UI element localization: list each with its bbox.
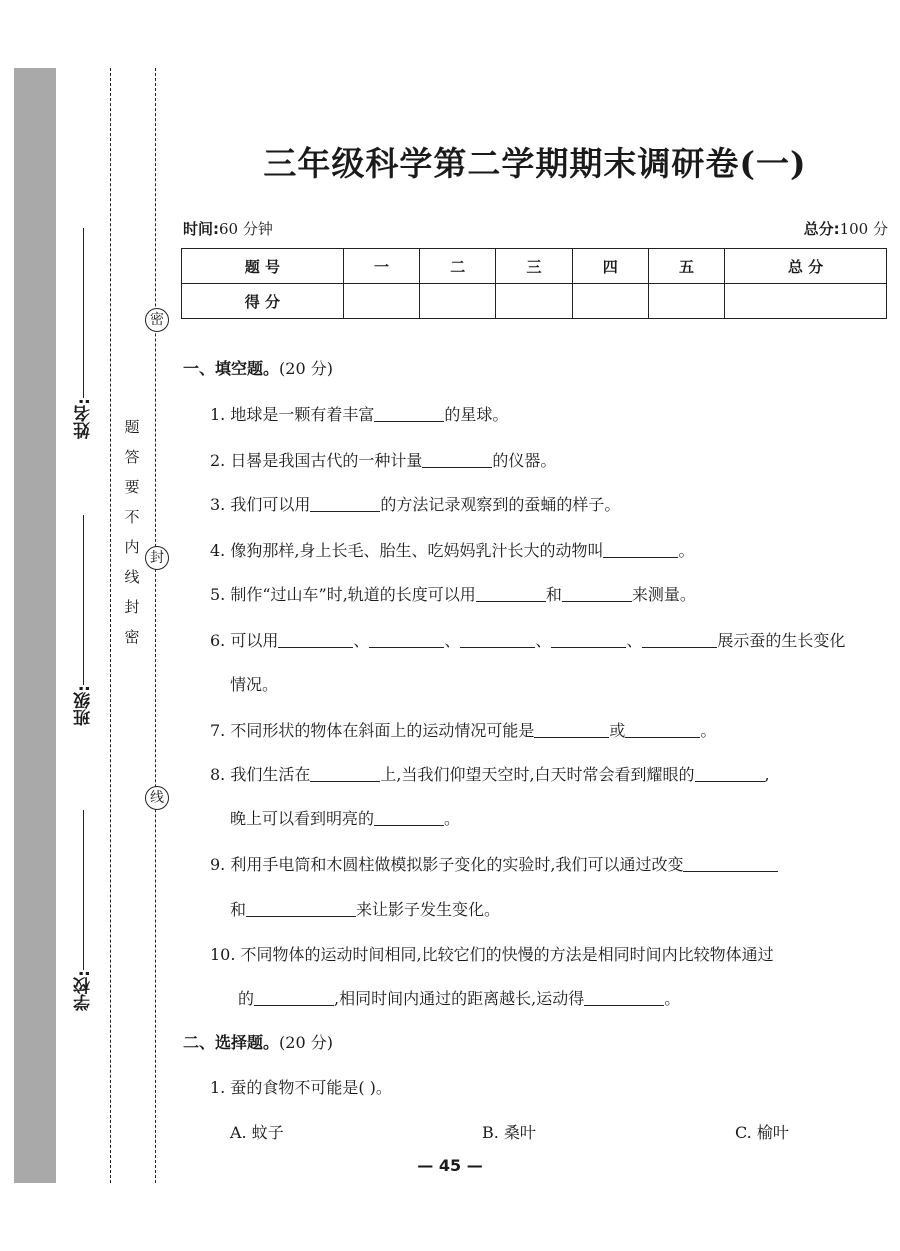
q-text: 。 xyxy=(700,721,717,740)
answer-blank[interactable] xyxy=(460,631,535,648)
question-9-cont xyxy=(230,897,500,920)
score-header-row xyxy=(182,249,887,284)
class-line[interactable] xyxy=(83,515,84,685)
score-cell[interactable] xyxy=(496,284,572,319)
question-6-cont xyxy=(230,672,278,695)
q-text: 7. 不同形状的物体在斜面上的运动情况可能是 xyxy=(210,721,535,740)
cut-line-inner xyxy=(155,68,156,1183)
question-6 xyxy=(210,628,845,651)
q-text: 、 xyxy=(444,631,461,650)
answer-blank[interactable] xyxy=(642,631,717,648)
time-info xyxy=(183,218,273,239)
section-heading: 二、选择题。 xyxy=(183,1033,280,1052)
time-label: 时间: xyxy=(183,220,219,238)
score-value-row xyxy=(182,284,887,319)
answer-blank[interactable] xyxy=(374,405,444,422)
q-text: 的星球。 xyxy=(444,405,509,424)
school-line[interactable] xyxy=(83,810,84,970)
q-text: 、 xyxy=(353,631,370,650)
answer-blank[interactable] xyxy=(551,631,626,648)
section2-title xyxy=(183,1030,333,1053)
option-c[interactable]: C. 榆叶 xyxy=(735,1123,789,1142)
page-title: 三年级科学第二学期期末调研卷(一) xyxy=(263,144,807,183)
total-info xyxy=(804,218,888,239)
q-text: ,相同时间内通过的距离越长,运动得 xyxy=(334,989,585,1008)
binding-strip xyxy=(14,68,56,1183)
score-header-cell: 四 xyxy=(572,249,648,284)
answer-blank[interactable] xyxy=(310,765,380,782)
answer-blank[interactable] xyxy=(534,721,609,738)
section1-title xyxy=(183,356,333,379)
q-text: 和 xyxy=(545,585,562,604)
q-text: 或 xyxy=(609,721,626,740)
q-text: 。 xyxy=(664,989,681,1008)
school-label: 学校: xyxy=(73,970,94,1011)
q-text: 4. 像狗那样,身上长毛、胎生、吃妈妈乳汁长大的动物叫 xyxy=(210,541,604,560)
score-cell[interactable] xyxy=(343,284,419,319)
q-text: 6. 可以用 xyxy=(210,631,279,650)
seal-mi-circle: 密 xyxy=(145,308,169,332)
score-header-cell: 总 分 xyxy=(725,249,887,284)
q-text: 来测量。 xyxy=(631,585,696,604)
class-label: 班级: xyxy=(73,685,94,726)
q-text: 5. 制作“过山车”时,轨道的长度可以用 xyxy=(210,585,476,604)
q-text: 来让影子发生变化。 xyxy=(356,900,501,919)
note-char: 线 xyxy=(124,568,140,586)
question-8-cont xyxy=(230,806,460,829)
q-text: 展示蚕的生长变化 xyxy=(717,631,846,650)
seal-xian-circle: 线 xyxy=(145,786,169,810)
score-row-label: 得 分 xyxy=(182,284,344,319)
note-char: 内 xyxy=(124,538,140,556)
q-text: 的 xyxy=(238,989,255,1008)
q-text: 上,当我们仰望天空时,白天时常会看到耀眼的 xyxy=(380,765,695,784)
answer-blank[interactable] xyxy=(278,631,353,648)
question-7 xyxy=(210,718,716,741)
name-label: 姓名: xyxy=(73,398,94,439)
score-header-cell: 二 xyxy=(420,249,496,284)
q-text: 3. 我们可以用 xyxy=(210,495,311,514)
score-header-cell: 一 xyxy=(343,249,419,284)
question-9 xyxy=(210,852,778,875)
name-field xyxy=(70,228,96,439)
score-header-cell: 三 xyxy=(496,249,572,284)
seal-feng-circle: 封 xyxy=(145,546,169,570)
question-5 xyxy=(210,582,696,605)
no-answer-note xyxy=(121,415,143,649)
mc-question-1: 1. 蚕的食物不可能是( )。 xyxy=(210,1078,392,1097)
answer-blank[interactable] xyxy=(246,900,356,917)
score-header-cell: 五 xyxy=(648,249,724,284)
note-char: 要 xyxy=(124,478,140,496)
answer-blank[interactable] xyxy=(476,585,546,602)
score-header-cell: 题 号 xyxy=(182,249,344,284)
class-field xyxy=(70,515,96,726)
name-line[interactable] xyxy=(83,228,84,398)
answer-blank[interactable] xyxy=(603,541,678,558)
question-8 xyxy=(210,762,770,785)
answer-blank[interactable] xyxy=(683,855,778,872)
section-heading: 一、填空题。 xyxy=(183,359,280,378)
section-points: (20 分) xyxy=(279,1033,333,1052)
question-10-cont xyxy=(238,986,680,1009)
question-10 xyxy=(210,942,774,965)
answer-blank[interactable] xyxy=(584,989,664,1006)
question-1 xyxy=(210,402,508,425)
total-value: 100 分 xyxy=(839,220,888,238)
question-2 xyxy=(210,448,556,471)
answer-blank[interactable] xyxy=(422,451,492,468)
score-table xyxy=(181,248,887,319)
q-text: 2. 日晷是我国古代的一种计量 xyxy=(210,451,423,470)
q-text: 晚上可以看到明亮的 xyxy=(230,809,375,828)
note-char: 封 xyxy=(124,598,140,616)
option-a[interactable]: A. 蚊子 xyxy=(230,1123,284,1142)
option-b[interactable]: B. 桑叶 xyxy=(482,1123,536,1142)
score-cell[interactable] xyxy=(725,284,887,319)
page-number: — 45 — xyxy=(417,1156,483,1175)
answer-blank[interactable] xyxy=(562,585,632,602)
answer-blank[interactable] xyxy=(254,989,334,1006)
note-char: 密 xyxy=(124,628,140,646)
q-text: 9. 利用手电筒和木圆柱做模拟影子变化的实验时,我们可以通过改变 xyxy=(210,855,684,874)
score-cell[interactable] xyxy=(572,284,648,319)
q-text: 8. 我们生活在 xyxy=(210,765,311,784)
q-text: 。 xyxy=(444,809,461,828)
cut-line-outer xyxy=(110,68,111,1183)
q-text: 10. 不同物体的运动时间相同,比较它们的快慢的方法是相同时间内比较物体通过 xyxy=(210,945,774,964)
answer-blank[interactable] xyxy=(310,495,380,512)
question-3 xyxy=(210,492,620,515)
q-text: 和 xyxy=(230,900,247,919)
q-text: 、 xyxy=(626,631,643,650)
answer-blank[interactable] xyxy=(625,721,700,738)
question-4 xyxy=(210,538,694,561)
total-label: 总分: xyxy=(803,220,840,238)
score-cell[interactable] xyxy=(420,284,496,319)
answer-blank[interactable] xyxy=(369,631,444,648)
q-text: , xyxy=(764,765,770,784)
note-char: 不 xyxy=(124,508,140,526)
q-text: 情况。 xyxy=(230,675,279,694)
note-char: 题 xyxy=(124,418,140,436)
section-points: (20 分) xyxy=(279,359,333,378)
score-cell[interactable] xyxy=(648,284,724,319)
answer-blank[interactable] xyxy=(374,809,444,826)
q-text: 的方法记录观察到的蚕蛹的样子。 xyxy=(380,495,621,514)
exam-meta xyxy=(183,218,888,239)
school-field xyxy=(70,810,96,1011)
answer-blank[interactable] xyxy=(695,765,765,782)
q-text: 。 xyxy=(678,541,695,560)
q-text: 、 xyxy=(535,631,552,650)
note-char: 答 xyxy=(124,448,140,466)
time-value: 60 分钟 xyxy=(219,220,273,238)
q-text: 1. 地球是一颗有着丰富 xyxy=(210,405,375,424)
q-text: 的仪器。 xyxy=(492,451,557,470)
